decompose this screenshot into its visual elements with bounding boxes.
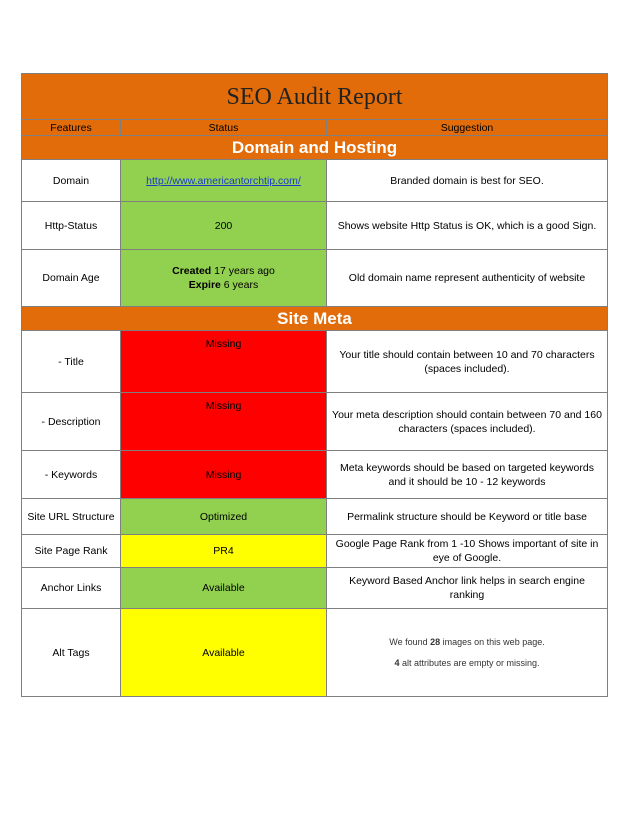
feature-keywords: - Keywords [22,451,121,499]
table-row [22,568,608,609]
table-row [22,250,608,307]
suggestion-alt-tags [327,609,608,697]
suggestion-domain-age: Old domain name represent authenticity of website [327,250,608,307]
table-row [22,499,608,535]
suggestion-title: Your title should contain between 10 and 70 characters (spaces included). [327,331,608,393]
suggestion-page-rank: Google Page Rank from 1 -10 Shows important of site in eye of Google. [327,535,608,568]
report-title: SEO Audit Report [22,74,608,120]
feature-anchor-links: Anchor Links [22,568,121,609]
suggestion-domain: Branded domain is best for SEO. [327,160,608,202]
alt-line1-pre: We found [389,636,431,647]
status-anchor-links: Available [121,568,327,609]
feature-description: - Description [22,393,121,451]
status-alt-tags: Available [121,609,327,697]
suggestion-anchor-links: Keyword Based Anchor link helps in search engine ranking [327,568,608,609]
feature-title: - Title [22,331,121,393]
header-features: Features [22,120,121,136]
feature-url-structure: Site URL Structure [22,499,121,535]
alt-line1-post: images on this web page. [440,636,545,647]
expire-value: 6 years [220,279,259,291]
status-title: Missing [121,331,327,393]
feature-alt-tags: Alt Tags [22,609,121,697]
table-row [22,160,608,202]
created-label: Created [172,265,212,277]
table-header [22,120,608,136]
alt-line2-post: alt attributes are empty or missing. [399,657,540,668]
table-row [22,535,608,568]
status-description: Missing [121,393,327,451]
suggestion-keywords: Meta keywords should be based on targeted keywords and it should be 10 - 12 keywords [327,451,608,499]
expire-label: Expire [188,279,221,291]
section-domain-hosting: Domain and Hosting [22,136,608,160]
section-site-meta: Site Meta [22,307,608,331]
table-row [22,331,608,393]
feature-page-rank: Site Page Rank [22,535,121,568]
status-url-structure: Optimized [121,499,327,535]
status-domain [121,160,327,202]
feature-domain-age: Domain Age [22,250,121,307]
created-value: 17 years ago [211,265,275,277]
table-row [22,202,608,250]
header-status: Status [121,120,327,136]
suggestion-url-structure: Permalink structure should be Keyword or title base [327,499,608,535]
suggestion-description: Your meta description should contain between 70 and 160 characters (spaces included). [327,393,608,451]
images-count: 28 [430,636,441,647]
suggestion-http-status: Shows website Http Status is OK, which is a good Sign. [327,202,608,250]
feature-domain: Domain [22,160,121,202]
seo-audit-table [21,73,608,697]
status-domain-age [121,250,327,307]
status-http-status: 200 [121,202,327,250]
header-suggestion: Suggestion [327,120,608,136]
table-row [22,393,608,451]
table-row [22,609,608,697]
table-row [22,451,608,499]
domain-link[interactable]: http://www.americantorchtip.com/ [146,174,301,187]
status-keywords: Missing [121,451,327,499]
feature-http-status: Http-Status [22,202,121,250]
status-page-rank: PR4 [121,535,327,568]
empty-alt-count: 4 [394,657,400,668]
